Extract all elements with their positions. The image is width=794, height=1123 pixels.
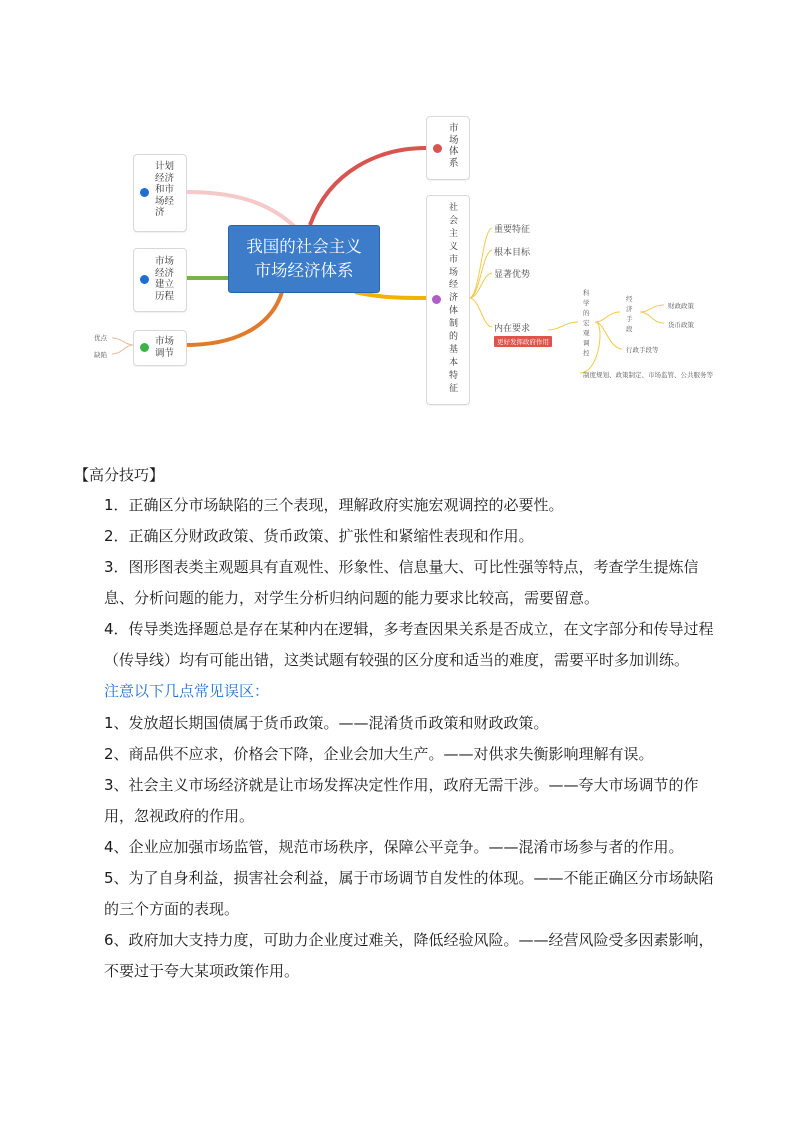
note-3-text: 3、社会主义市场经济就是让市场发挥决定性作用，政府无需干涉。——夸大市场调节的作用，忽视政府的作用。 — [104, 776, 699, 825]
leaf-defect: 缺陷 — [94, 351, 107, 359]
monetary-policy: 货币政策 — [668, 321, 694, 329]
tip-1 — [74, 490, 724, 521]
node-market-system[interactable] — [426, 116, 470, 180]
node-market-history[interactable] — [133, 248, 187, 312]
connector-regulation — [186, 292, 282, 345]
tip-4-text: 4．传导类选择题总是存在某种内在逻辑，多考查因果关系是否成立，在文字部分和传导过程（传导线）均有可能出错，这类试题有较强的区分度和适当的难度，需要平时多加训练。 — [104, 620, 714, 669]
admin-means: 行政手段等 — [626, 346, 659, 354]
note-6-text: 6、政府加大支持力度，可助力企业度过难关，降低经验风险。——经营风险受多因素影响，不要过于夸大某项政策作用。 — [104, 931, 714, 980]
tip-2-text: 2．正确区分财政政策、货币政策、扩张性和紧缩性表现和作用。 — [104, 527, 534, 545]
node-market-history-label: 市场 经济 建立 历程 — [155, 256, 175, 302]
connector-leaves — [112, 338, 133, 354]
node-plan-and-market-label: 计划 经济 和市 场经 济 — [155, 161, 175, 218]
note-2 — [74, 739, 724, 770]
node-market-regulation-label: 市场 调节 — [155, 336, 175, 359]
note-2-text: 2、商品供不应求，价格会下降，企业会加大生产。——对供求失衡影响理解有误。 — [104, 745, 654, 763]
tip-1-text: 1．正确区分市场缺陷的三个表现，理解政府实施宏观调控的必要性。 — [104, 496, 564, 514]
feature-goal: 根本目标 — [494, 248, 531, 258]
connector-feature-branches — [469, 228, 492, 327]
center-node[interactable] — [228, 225, 380, 293]
connector-market-system — [310, 148, 426, 225]
note-1 — [74, 708, 724, 739]
leaf-advantage: 优点 — [94, 334, 107, 342]
connector-macro — [548, 322, 578, 330]
note-title-text: 注意以下几点常见误区： — [104, 682, 270, 700]
node-market-system-label: 市 场 体 系 — [449, 123, 459, 169]
badge-government: 更好发挥政府作用 — [494, 336, 552, 347]
tip-2 — [74, 521, 724, 552]
node-market-regulation[interactable] — [133, 330, 187, 366]
section-title: 【高分技巧】 — [74, 466, 165, 484]
node-basic-features[interactable] — [426, 195, 470, 405]
clock-icon — [140, 188, 149, 197]
note-title — [74, 676, 724, 707]
flag-icon — [433, 144, 442, 153]
note-4-text: 4、企业应加强市场监管，规范市场秩序，保障公平竞争。——混淆市场参与者的作用。 — [104, 838, 684, 856]
node-plan-and-market[interactable] — [133, 154, 187, 232]
feature-advantage: 显著优势 — [494, 270, 531, 280]
feature-important: 重要特征 — [494, 225, 531, 235]
note-5 — [74, 863, 724, 924]
connector-economic-branches — [640, 305, 664, 323]
clock-icon — [140, 275, 149, 284]
list-icon — [432, 295, 441, 304]
node-basic-features-label: 社 会 主 义 市 场 经 济 体 制 的 基 本 特 征 — [449, 203, 459, 394]
fiscal-policy: 财政政策 — [668, 302, 694, 310]
star-icon — [140, 343, 149, 352]
economic-means-label: 经 济 手 段 — [626, 295, 633, 333]
center-line-1: 我国的社会主义 — [246, 237, 362, 256]
note-5-text: 5、为了自身利益，损害社会利益，属于市场调节自发性的体现。——不能正确区分市场缺陷的三个方面的表现。 — [104, 869, 714, 918]
system-means: 制度规划、政策制定、市场监管、公共服务等 — [583, 371, 713, 379]
macro-control-label: 科 学 的 宏 观 调 控 — [583, 289, 590, 357]
center-line-2: 市场经济体系 — [254, 261, 354, 280]
tip-3 — [74, 552, 724, 613]
note-6 — [74, 925, 724, 986]
note-3 — [74, 770, 724, 831]
tip-4 — [74, 614, 724, 675]
tip-3-text: 3．图形图表类主观题具有直观性、形象性、信息量大、可比性强等特点，考查学生提炼信息、分析问题的能力，对学生分析归纳问题的能力要求比较高，需要留意。 — [104, 558, 699, 607]
feature-requirement: 内在要求 — [494, 324, 531, 334]
note-4 — [74, 832, 724, 863]
mindmap-connectors — [0, 0, 794, 420]
note-1-text: 1、发放超长期国债属于货币政策。——混淆货币政策和财政政策。 — [104, 714, 549, 732]
